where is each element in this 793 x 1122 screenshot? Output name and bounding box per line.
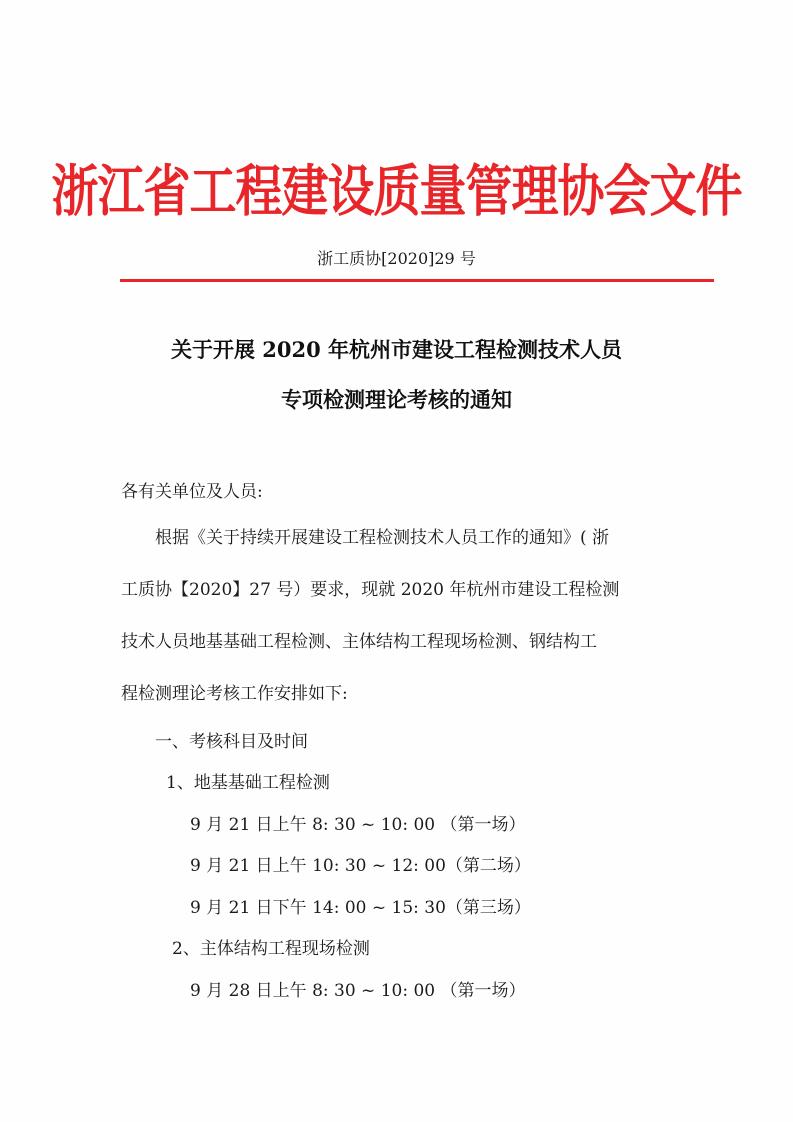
- subject-heading-main-structure: 2、主体结构工程现场检测: [172, 939, 370, 959]
- session-line: 9 月 21 日上午 10: 30 ~ 12: 00（第二场）: [190, 856, 531, 876]
- notice-title-line-1: 关于开展 2020 年杭州市建设工程检测技术人员: [170, 337, 623, 362]
- salutation: 各有关单位及人员:: [121, 482, 263, 502]
- session-line: 9 月 21 日下午 14: 00 ~ 15: 30（第三场）: [190, 898, 531, 918]
- document-number: 浙工质协[2020]29 号: [317, 249, 476, 268]
- subject-heading-foundation: 1、地基基础工程检测: [166, 773, 330, 793]
- section-heading-exam-subjects: 一、考核科目及时间: [155, 732, 308, 752]
- red-divider-line: [120, 279, 714, 282]
- paragraph-line-3: 技术人员地基基础工程检测、主体结构工程现场检测、钢结构工: [121, 632, 597, 652]
- session-line: 9 月 21 日上午 8: 30 ~ 10: 00 （第一场）: [190, 815, 526, 835]
- paragraph-line-1: 根据《关于持续开展建设工程检测技术人员工作的通知》( 浙: [155, 528, 610, 548]
- paragraph-line-4: 程检测理论考核工作安排如下:: [121, 684, 348, 704]
- masthead-title: 浙江省工程建设质量管理协会文件: [51, 159, 742, 225]
- session-line: 9 月 28 日上午 8: 30 ~ 10: 00 （第一场）: [190, 981, 526, 1001]
- paragraph-line-2: 工质协【2020】27 号）要求，现就 2020 年杭州市建设工程检测: [121, 580, 620, 600]
- notice-title-line-2: 专项检测理论考核的通知: [281, 387, 512, 412]
